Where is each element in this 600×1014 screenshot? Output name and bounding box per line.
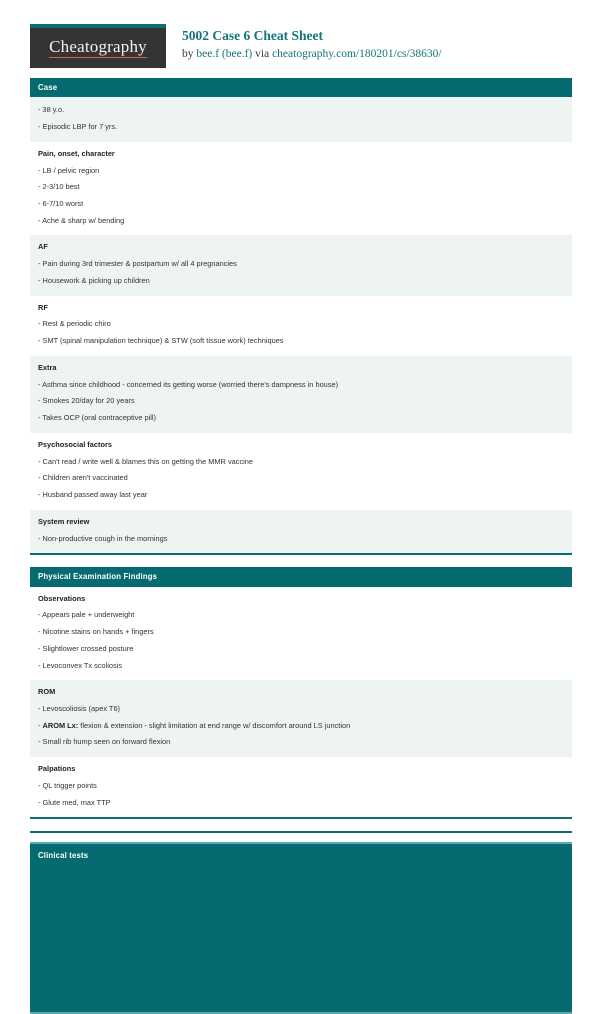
content-group xyxy=(30,587,572,681)
group-title: Extra xyxy=(38,362,57,372)
content-line: - Housework & picking up children xyxy=(38,275,150,285)
group-title: AF xyxy=(38,242,48,252)
content-group xyxy=(30,680,572,757)
content-line: - Levoscoliosis (apex T6) xyxy=(38,703,121,713)
content-line: - Asthma since childhood - concerned its getting worse (worried there's dampness in house) xyxy=(38,379,339,389)
blocks-root xyxy=(30,78,572,819)
content-line: - Husband passed away last year xyxy=(38,490,148,500)
content-group xyxy=(30,757,572,817)
page-title: 5002 Case 6 Cheat Sheet xyxy=(182,28,323,43)
group-title: Observations xyxy=(38,593,86,603)
title-block xyxy=(182,24,442,62)
content-line: - Levoconvex Tx scoliosis xyxy=(38,660,123,670)
content-line: - 2-3/10 best xyxy=(38,182,80,192)
block-header: Physical Examination Findings xyxy=(30,567,572,586)
content-group xyxy=(30,296,572,356)
group-title: Pain, onset, character xyxy=(38,148,115,158)
content-block xyxy=(30,78,572,555)
clinical-tests-block xyxy=(30,842,572,1014)
byline xyxy=(182,47,442,63)
content-line: - Slightlower crossed posture xyxy=(38,643,134,653)
content-line: - 38 y.o. xyxy=(38,105,65,115)
group-title: ROM xyxy=(38,687,56,697)
content-line: - SMT (spinal manipulation technique) & STW (soft tissue work) techniques xyxy=(38,336,284,346)
group-title: Psychosocial factors xyxy=(38,439,112,449)
content-line: - Episodic LBP for 7 yrs. xyxy=(38,122,118,132)
cheatography-logo-text: Cheatography xyxy=(49,37,147,56)
content-group xyxy=(30,142,572,236)
content-line: - AROM Lx: flexion & extension - slight limitation at end range w/ discomfort around LS junction xyxy=(38,720,351,730)
block-body xyxy=(30,587,572,820)
content-line: - Nicotine stains on hands + fingers xyxy=(38,627,154,637)
group-title: System review xyxy=(38,516,90,526)
block-header: Case xyxy=(30,78,572,97)
content-line: - QL trigger points xyxy=(38,780,97,790)
page-header xyxy=(0,0,600,78)
clinical-tests-header: Clinical tests xyxy=(38,851,89,861)
content-line: - Takes OCP (oral contraceptive pill) xyxy=(38,413,157,423)
group-title: Palpations xyxy=(38,764,76,774)
content-line: - Appears pale + underweight xyxy=(38,610,135,620)
content-line: - Non-productive cough in the mornings xyxy=(38,533,168,543)
author-link[interactable]: bee.f (bee.f) xyxy=(196,47,253,60)
content-group xyxy=(30,235,572,295)
content-line: - Pain during 3rd trimester & postpartum w/ all 4 pregnancies xyxy=(38,259,237,269)
sheet-content xyxy=(0,78,600,1014)
cheatography-logo[interactable] xyxy=(30,24,166,68)
content-line: - Can't read / write well & blames this on getting the MMR vaccine xyxy=(38,456,254,466)
content-line: - Children aren't vaccinated xyxy=(38,473,128,483)
content-group xyxy=(30,510,572,553)
clinical-tests-panel xyxy=(30,844,572,1012)
content-line: - LB / pelvic region xyxy=(38,165,100,175)
content-block xyxy=(30,567,572,819)
group-title: RF xyxy=(38,302,48,312)
content-group xyxy=(30,97,572,141)
content-line: - Smokes 20/day for 20 years xyxy=(38,396,135,406)
content-line: - 6-7/10 worst xyxy=(38,199,84,209)
content-group xyxy=(30,356,572,433)
block-body xyxy=(30,97,572,555)
section-divider xyxy=(30,831,572,833)
content-line: - Rest & periodic chiro xyxy=(38,319,111,329)
byline-prefix: by xyxy=(182,47,197,60)
content-group xyxy=(30,433,572,510)
byline-via: via xyxy=(252,47,273,60)
content-line: - Glute med, max TTP xyxy=(38,797,111,807)
source-url-link[interactable]: cheatography.com/180201/cs/38630/ xyxy=(272,47,442,60)
content-line: - Small rib hump seen on forward flexion xyxy=(38,737,171,747)
content-line: - Ache & sharp w/ bending xyxy=(38,215,125,225)
